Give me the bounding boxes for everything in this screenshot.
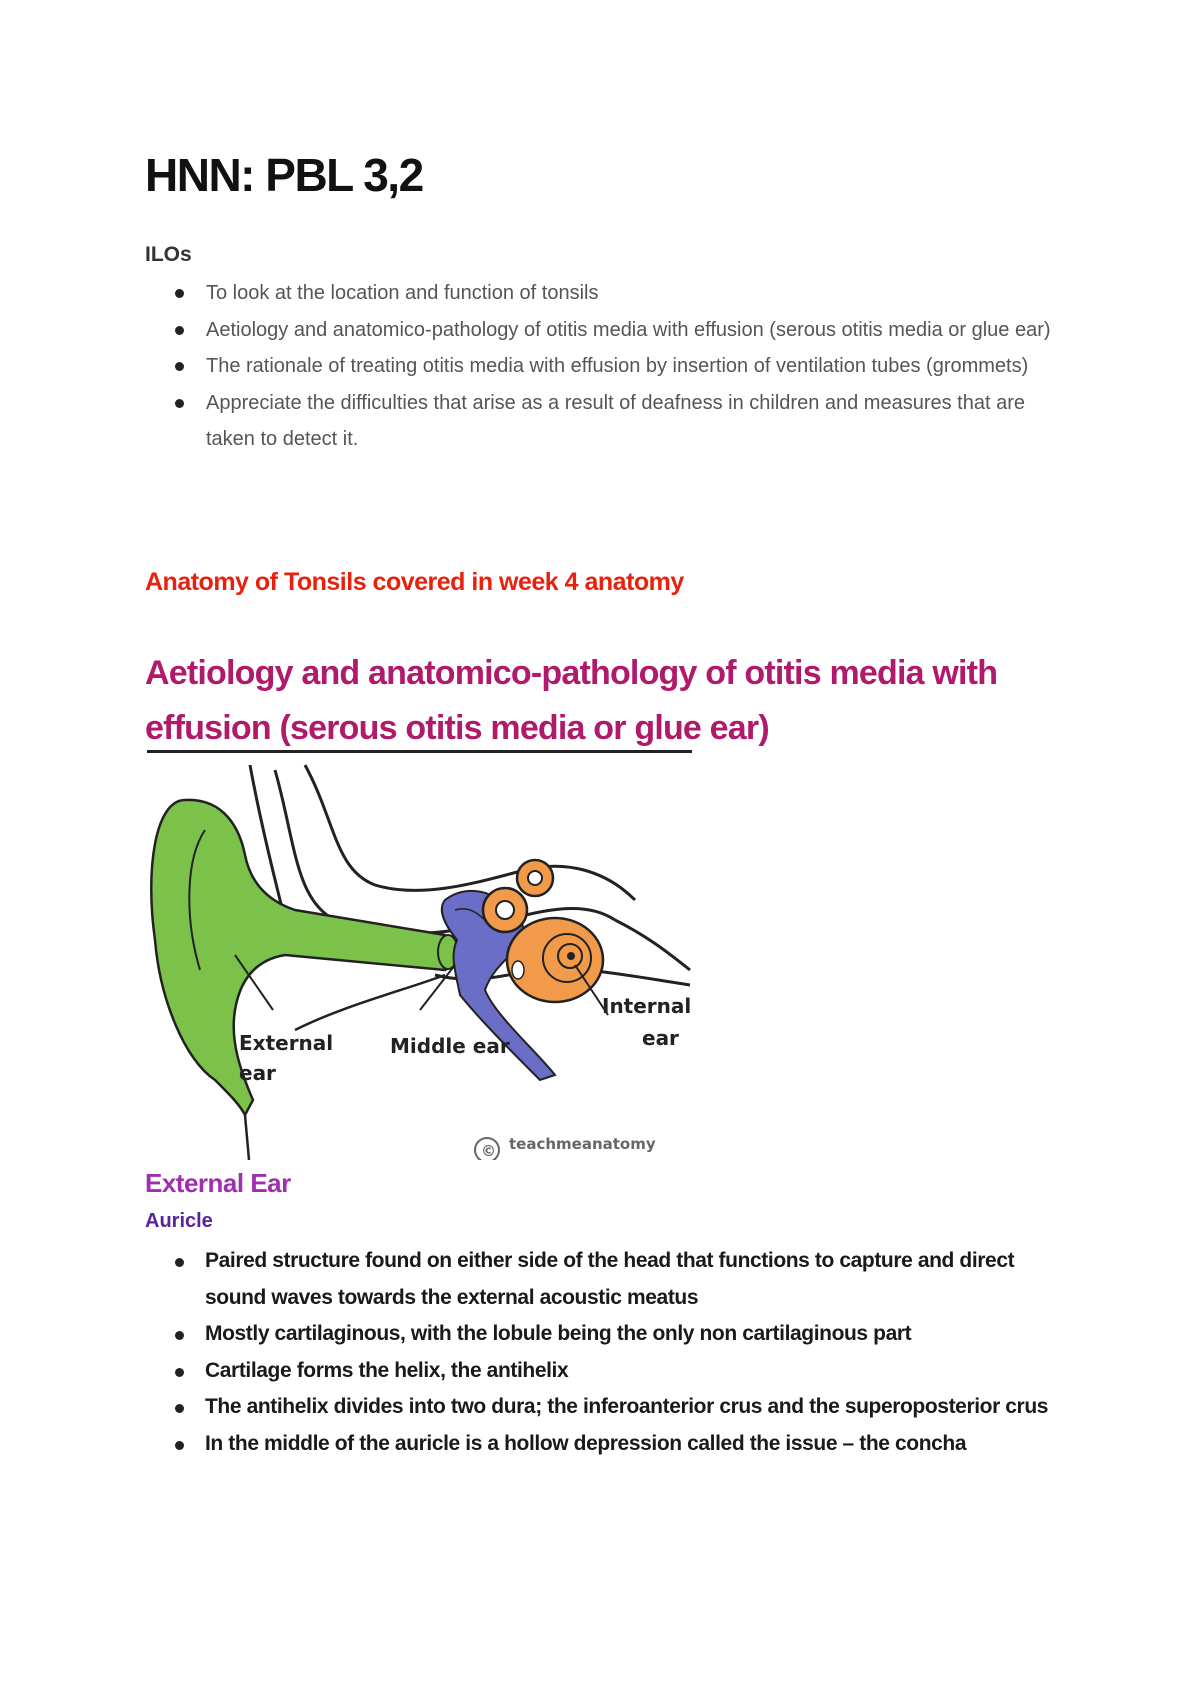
- list-item: Paired structure found on either side of the head that functions to capture and direct sound waves towards the external acoustic meatus: [145, 1243, 1075, 1316]
- list-item: The antihelix divides into two dura; the inferoanterior crus and the superoposterior crus: [145, 1389, 1075, 1426]
- internal-ear-label: ear: [642, 1026, 679, 1050]
- auricle-heading: Auricle: [145, 1210, 213, 1232]
- external-ear-heading: External Ear: [145, 1168, 291, 1198]
- external-ear-label: ear: [239, 1061, 276, 1085]
- page-title: HNN: PBL 3,2: [145, 149, 423, 201]
- list-item: The rationale of treating otitis media with effusion by insertion of ventilation tubes (grommets): [145, 348, 1075, 385]
- copyright-symbol: ©: [481, 1142, 496, 1160]
- list-item: Cartilage forms the helix, the antihelix: [145, 1353, 1075, 1390]
- tonsils-heading: Anatomy of Tonsils covered in week 4 anatomy: [145, 568, 684, 596]
- list-item: To look at the location and function of tonsils: [145, 275, 1075, 312]
- auricle-list: [145, 1243, 1075, 1462]
- middle-ear-label: Middle ear: [390, 1034, 510, 1058]
- ear-anatomy-diagram: [145, 760, 693, 1160]
- aetiology-heading: Aetiology and anatomico-pathology of otitis media with effusion (serous otitis media or glue ear): [145, 654, 998, 747]
- list-item: Aetiology and anatomico-pathology of otitis media with effusion (serous otitis media or glue ear): [145, 312, 1075, 349]
- internal-ear-label: Internal: [602, 994, 692, 1018]
- ilos-list: [145, 275, 1075, 458]
- ilos-heading: ILOs: [145, 243, 192, 266]
- list-item: Appreciate the difficulties that arise as a result of deafness in children and measures that are taken to detect it.: [145, 385, 1075, 458]
- list-item: Mostly cartilaginous, with the lobule being the only non cartilaginous part: [145, 1316, 1075, 1353]
- external-ear-label: External: [239, 1031, 334, 1055]
- watermark: teachmeanatomy: [509, 1135, 656, 1153]
- list-item: In the middle of the auricle is a hollow depression called the issue – the concha: [145, 1426, 1075, 1463]
- heading-underline: [147, 750, 692, 753]
